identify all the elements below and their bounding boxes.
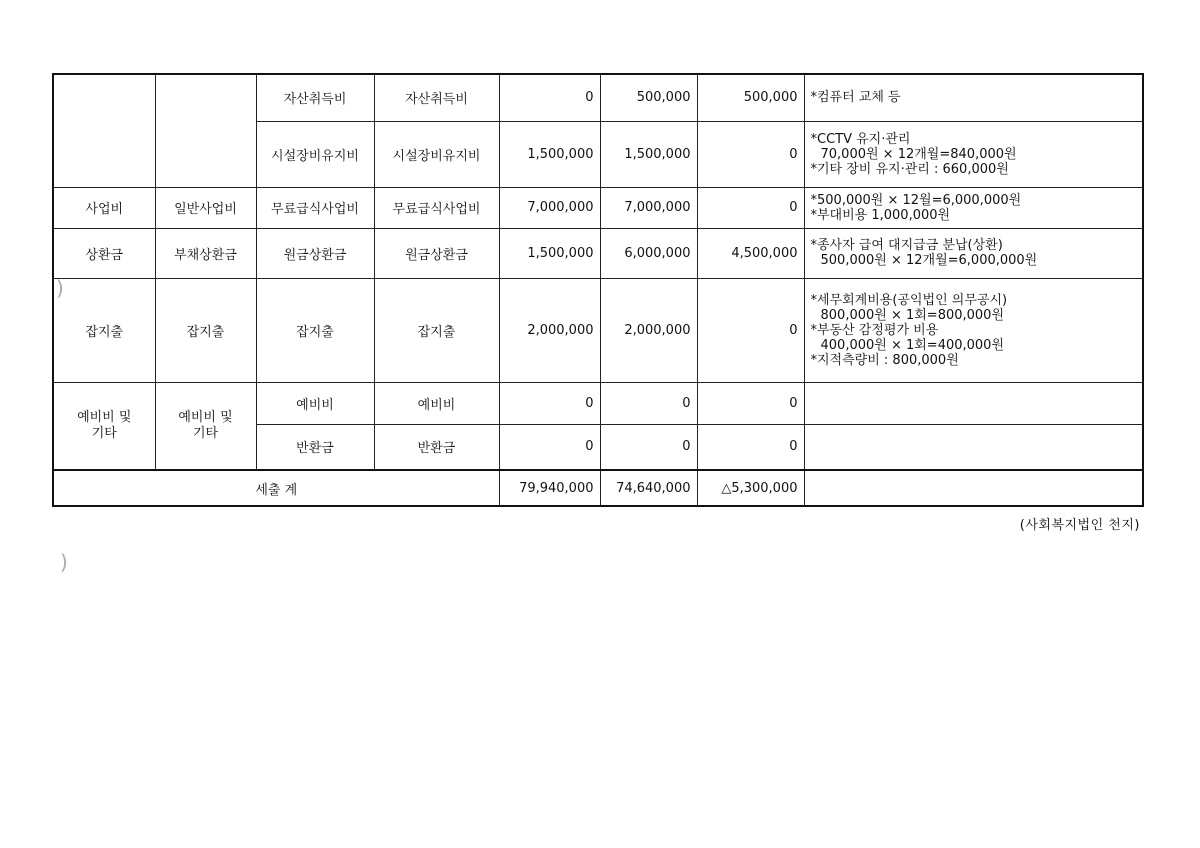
subcategory-cell: 예비비 및 기타	[155, 382, 256, 470]
note-cell	[804, 228, 1143, 278]
amount-cell: 2,000,000	[600, 278, 697, 382]
amount-cell: 0	[499, 74, 600, 121]
item-cell: 잡지출	[256, 278, 374, 382]
item-cell: 반환금	[256, 424, 374, 470]
note-cell	[804, 187, 1143, 228]
note-line: *세무회계비용(공익법인 의무공시)	[810, 292, 1008, 308]
note-line: *지적측량비 : 800,000원	[810, 352, 959, 368]
table-row	[53, 278, 1143, 382]
note-line: *컴퓨터 교체 등	[810, 90, 901, 106]
source-label: (사회복지법인 천지)	[1019, 518, 1140, 533]
total-row	[53, 470, 1143, 506]
difference-cell: 0	[697, 424, 804, 470]
amount-cell: 6,000,000	[600, 228, 697, 278]
amount-cell: 0	[499, 424, 600, 470]
amount-cell: 7,000,000	[499, 187, 600, 228]
note-cell	[804, 121, 1143, 187]
note-line: *500,000원 × 12월=6,000,000원	[810, 192, 1022, 208]
note-cell	[804, 74, 1143, 121]
subcategory-cell	[155, 74, 256, 187]
note-line: *종사자 급여 대지급금 분납(상환)	[810, 238, 1003, 253]
item-cell: 예비비	[256, 382, 374, 424]
table-row	[53, 187, 1143, 228]
difference-cell: 4,500,000	[697, 228, 804, 278]
note-cell	[804, 382, 1143, 424]
amount-cell: 1,500,000	[600, 121, 697, 187]
note-line: *부대비용 1,000,000원	[810, 207, 951, 223]
item-cell: 원금상환금	[256, 228, 374, 278]
amount-cell: 0	[600, 382, 697, 424]
note-cell	[804, 424, 1143, 470]
difference-cell: 0	[697, 121, 804, 187]
amount-cell: 2,000,000	[499, 278, 600, 382]
subitem-cell: 잡지출	[374, 278, 499, 382]
difference-cell: 0	[697, 187, 804, 228]
note-cell	[804, 278, 1143, 382]
subitem-cell: 반환금	[374, 424, 499, 470]
category-cell: 잡지출	[53, 278, 155, 382]
table-row	[53, 382, 1143, 424]
item-cell: 시설장비유지비	[256, 121, 374, 187]
note-cell	[804, 470, 1143, 506]
total-amount: 79,940,000	[499, 470, 600, 506]
scan-mark: )	[60, 550, 68, 574]
expenditure-table	[52, 73, 1144, 507]
subcategory-cell: 부채상환금	[155, 228, 256, 278]
table-row	[53, 74, 1143, 121]
note-line: *기타 장비 유지·관리 : 660,000원	[810, 161, 1009, 177]
note-line: *부동산 감정평가 비용	[810, 322, 939, 338]
subitem-cell: 무료급식사업비	[374, 187, 499, 228]
note-line: *CCTV 유지·관리	[810, 131, 911, 147]
category-cell: 상환금	[53, 228, 155, 278]
note-line: 70,000원 × 12개월=840,000원	[820, 146, 1017, 162]
note-line: 400,000원 × 1회=400,000원	[820, 337, 1005, 353]
total-difference: △5,300,000	[697, 470, 804, 506]
category-cell: 사업비	[53, 187, 155, 228]
total-amount: 74,640,000	[600, 470, 697, 506]
difference-cell: 500,000	[697, 74, 804, 121]
subitem-cell: 원금상환금	[374, 228, 499, 278]
amount-cell: 1,500,000	[499, 228, 600, 278]
difference-cell: 0	[697, 278, 804, 382]
total-label: 세출 계	[53, 470, 499, 506]
scan-mark: )	[56, 276, 64, 300]
subitem-cell: 시설장비유지비	[374, 121, 499, 187]
amount-cell: 0	[499, 382, 600, 424]
note-line: 500,000원 × 12개월=6,000,000원	[820, 253, 1038, 268]
category-cell: 예비비 및 기타	[53, 382, 155, 470]
table-row	[53, 228, 1143, 278]
amount-cell: 7,000,000	[600, 187, 697, 228]
note-line: 800,000원 × 1회=800,000원	[820, 307, 1005, 323]
difference-cell: 0	[697, 382, 804, 424]
subitem-cell: 예비비	[374, 382, 499, 424]
amount-cell: 0	[600, 424, 697, 470]
subcategory-cell: 잡지출	[155, 278, 256, 382]
subitem-cell: 자산취득비	[374, 74, 499, 121]
item-cell: 자산취득비	[256, 74, 374, 121]
item-cell: 무료급식사업비	[256, 187, 374, 228]
amount-cell: 1,500,000	[499, 121, 600, 187]
subcategory-cell: 일반사업비	[155, 187, 256, 228]
category-cell	[53, 74, 155, 187]
amount-cell: 500,000	[600, 74, 697, 121]
